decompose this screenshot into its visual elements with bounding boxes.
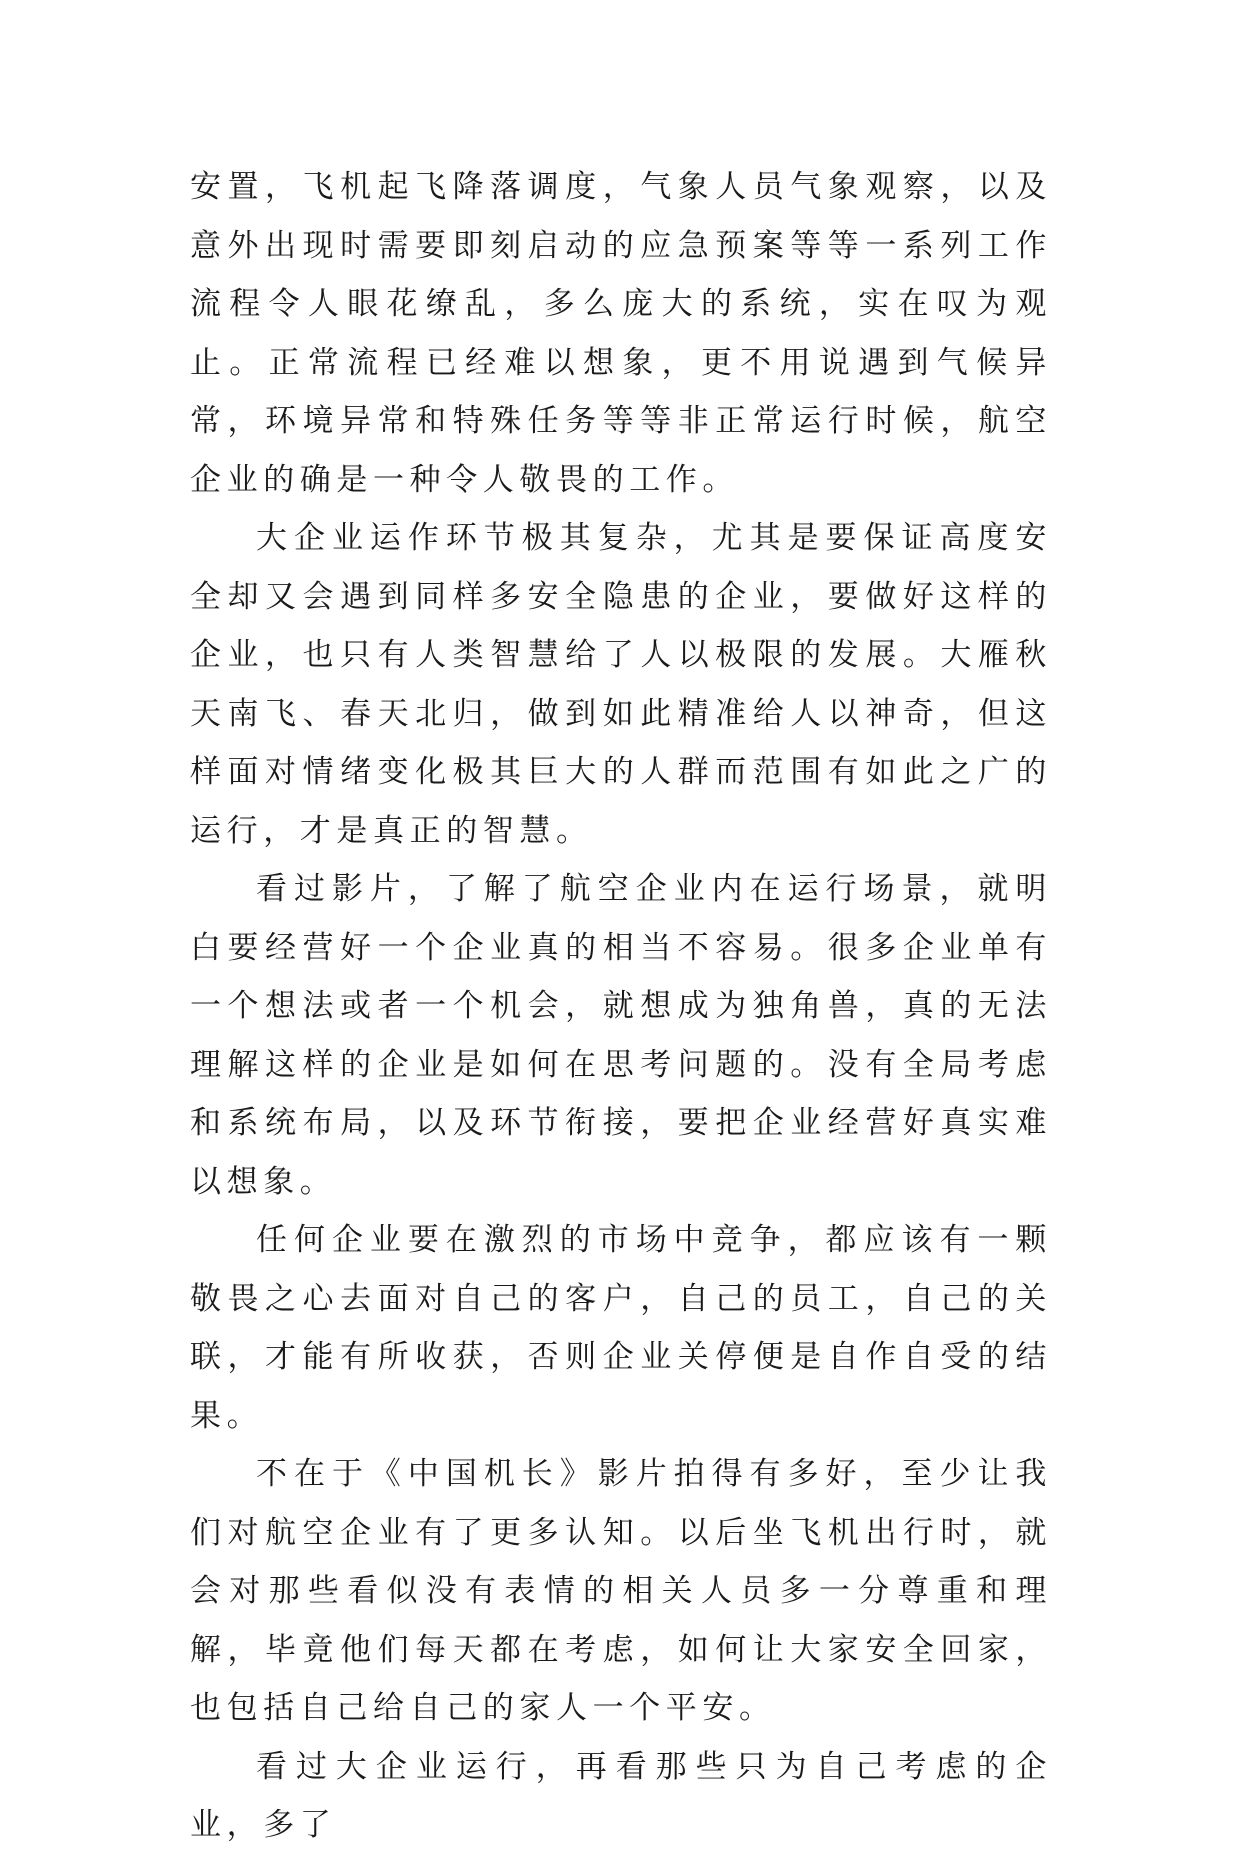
paragraph: 不在于《中国机长》影片拍得有多好，至少让我们对航空企业有了更多认知。以后坐飞机出行时，就会对那些看似没有表情的相关人员多一分尊重和理解，毕竟他们每天都在考虑，如何让大家安全回家，也包括自己给自己的家人一个平安。 bbox=[190, 1456, 1052, 1726]
paragraph: 看过大企业运行，再看那些只为自己考虑的企业，多了 bbox=[190, 1748, 1052, 1843]
article-body bbox=[190, 158, 1052, 1855]
paragraph: 安置，飞机起飞降落调度，气象人员气象观察，以及意外出现时需要即刻启动的应急预案等等一系列工作流程令人眼花缭乱，多么庞大的系统，实在叹为观止。正常流程已经难以想象，更不用说遇到气候异常，环境异常和特殊任务等等非正常运行时候，航空企业的确是一种令人敬畏的工作。 bbox=[190, 169, 1052, 498]
paragraph: 任何企业要在激烈的市场中竞争，都应该有一颗敬畏之心去面对自己的客户，自己的员工，自己的关联，才能有所收获，否则企业关停便是自作自受的结果。 bbox=[190, 1222, 1052, 1434]
paragraph: 看过影片，了解了航空企业内在运行场景，就明白要经营好一个企业真的相当不容易。很多企业单有一个想法或者一个机会，就想成为独角兽，真的无法理解这样的企业是如何在思考问题的。没有全局考虑和系统布局，以及环节衔接，要把企业经营好真实难以想象。 bbox=[190, 871, 1052, 1200]
paragraph: 大企业运作环节极其复杂，尤其是要保证高度安全却又会遇到同样多安全隐患的企业，要做好这样的企业，也只有人类智慧给了人以极限的发展。大雁秋天南飞、春天北归，做到如此精准给人以神奇，但这样面对情绪变化极其巨大的人群而范围有如此之广的运行，才是真正的智慧。 bbox=[190, 520, 1052, 849]
